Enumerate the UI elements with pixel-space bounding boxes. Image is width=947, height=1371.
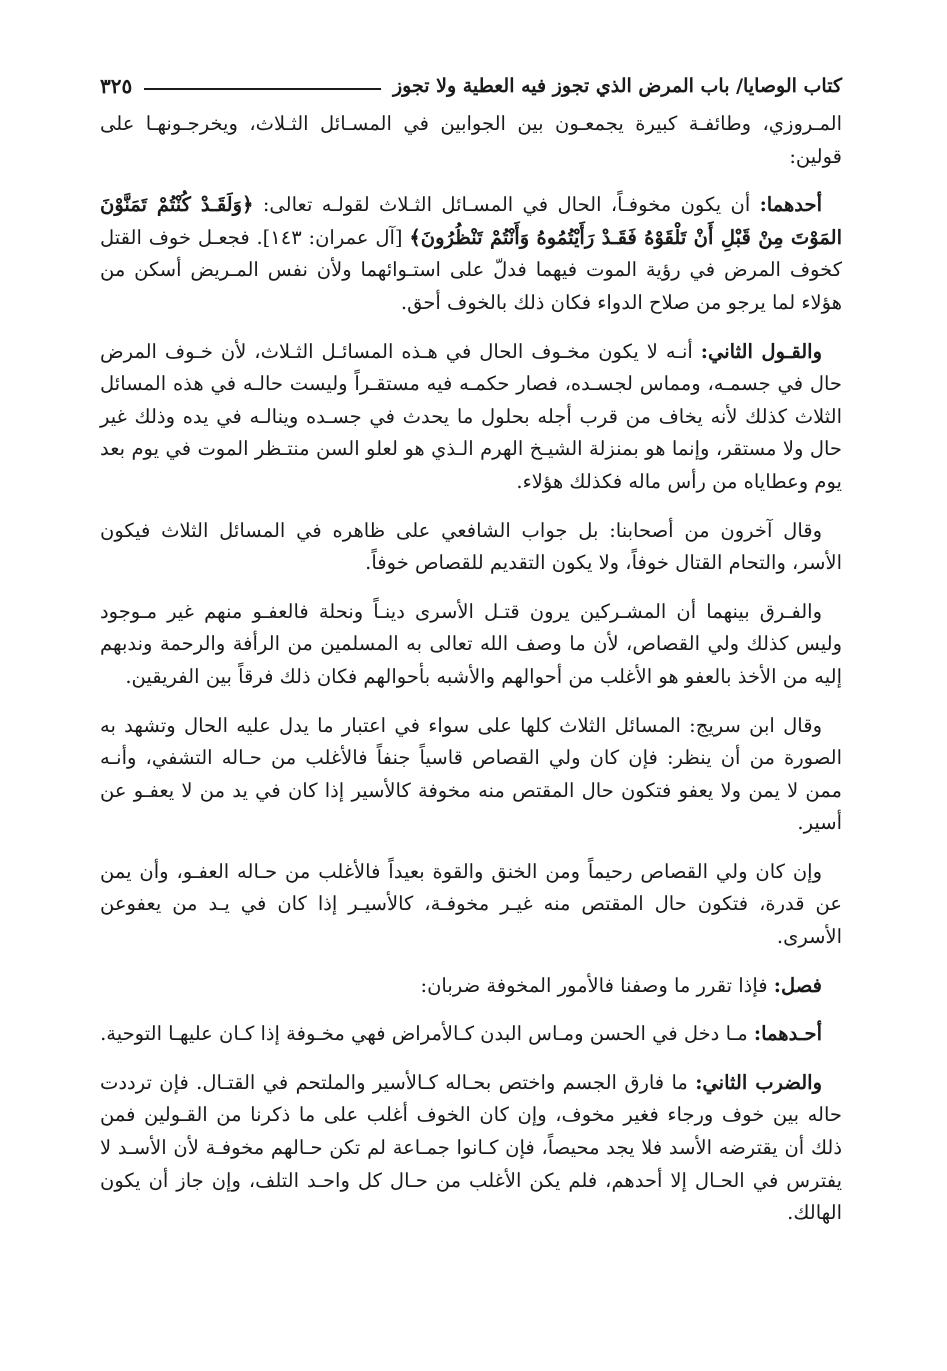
paragraph-text: [آل عمران: ١٤٣]. فجعـل خوف القتل كخوف المرض في رؤية الموت فيهما فدلّ على استـوائهما ولأن نفس المـريض أسكن من هؤلاء لما يرجو من صلاح الدواء فكان ذلك بالخوف أحق. [100, 225, 842, 314]
paragraph-gap [100, 320, 842, 336]
paragraph-text: فإذا تقرر ما وصفنا فالأمور المخوفة ضربان: [420, 973, 774, 997]
paragraph-text: ما فارق الجسم واختص بحـاله كـالأسير والملتحم في القتـال. فإن ترددت حاله بين خوف ورجاء فغير مخوف، وإن كان الخوف أغلب على ما ذكرنا من القـولين فمن ذلك أن يقترضه الأسد فلا يجد محيصاً، فإن كـانوا جمـاعة لم تكن حـالهم مخوفـة لأن الأسـد لا يفترس في الحـال إلا أحدهم، فلم يكن الأغلب من حـال كل واحـد التلف، وإن جاز أن يكون الهالك. [100, 1070, 842, 1225]
paragraph-lead: والضرب الثاني: [695, 1070, 823, 1094]
quran-verse: ﴿وَلَقَـدْ كُنْتُمْ تَمَنَّوْنَ المَوْتَ مِنْ قَبْلِ أَنْ تَلْقَوْهُ فَقَـدْ رَأَيْتُمُوهُ وَأَنْتُمْ تَنْظُرُونَ﴾ [100, 193, 842, 249]
paragraph-8 [100, 970, 842, 1003]
paragraph-gap [100, 1051, 842, 1067]
paragraph-lead: أحـدهما: [753, 1022, 822, 1046]
paragraph-gap [100, 954, 842, 970]
paragraph-text: والفـرق بينهما أن المشـركين يرون قتـل الأسرى دينـاً ونحلة فالعفـو منهم غير مـوجود وليس كذلك ولي القصاص، لأن ما وصف الله تعالى به المسلمين من الرأفة والرحمة وندبهم إليه من الأخذ بالعفو هو الأغلب من أحوالهم والأشبه بأحوالهم فكان ذلك فرقاً بين الفريقين. [100, 599, 842, 688]
paragraph-3 [100, 336, 842, 499]
paragraph-text: وقال آخرون من أصحابنا: بل جواب الشافعي على ظاهره في المسائل الثلاث فيكون الأسر، والتحام القتال خوفاً، ولا يكون التقديم للقصاص خوفاً. [100, 518, 842, 575]
paragraph-gap [100, 580, 842, 596]
paragraph-6 [100, 710, 842, 840]
paragraph-lead: فصل: [773, 973, 822, 997]
page-body [100, 108, 842, 1230]
paragraph-lead: والقـول الثاني: [700, 339, 822, 363]
paragraph-gap [100, 499, 842, 515]
paragraph-2 [100, 189, 842, 319]
paragraph-4 [100, 515, 842, 580]
page-number: ٣٢٥ [100, 74, 133, 98]
paragraph-gap [100, 1002, 842, 1018]
paragraph-9 [100, 1018, 842, 1051]
paragraph-10 [100, 1067, 842, 1230]
paragraph-gap [100, 173, 842, 189]
paragraph-text: أن يكون مخوفـاً، الحال في المسـائل الثـلاث لقولـه تعالى: [253, 193, 760, 217]
paragraph-1 [100, 108, 842, 173]
paragraph-gap [100, 840, 842, 856]
paragraph-gap [100, 694, 842, 710]
paragraph-text: وإن كان ولي القصاص رحيماً ومن الخنق والقوة بعيداً فالأغلب من حـاله العفـو، وأن يمن عن قدرة، فتكون حال المقتص منه غيـر مخوفـة، كالأسيـر إذا كان في يـد من يعفوعن الأسرى. [100, 859, 842, 949]
running-header [100, 64, 842, 108]
paragraph-5 [100, 596, 842, 694]
paragraph-7 [100, 856, 842, 954]
paragraph-text: المـروزي، وطائفـة كبيرة يجمعـون بين الجوابين في المسـائل الثـلاث، ويخرجـونهـا على قولين: [100, 112, 842, 168]
paragraph-lead: أحدهما: [759, 193, 822, 217]
header-rule [144, 88, 381, 90]
chapter-title: كتاب الوصايا/ باب المرض الذي تجوز فيه العطية ولا تجوز [392, 75, 842, 97]
paragraph-text: وقال ابن سريج: المسائل الثلاث كلها على سواء في اعتبار ما يدل عليه الحال وتشهد به الصورة من أن ينظر: فإن كان ولي القصاص قاسياً جنفاً فالأغلب من حـاله التشفي، وأنـه ممن لا يمن ولا يعفو فتكون حال المقتص منه مخوفة كالأسير إذا كان في يد من لا يعفـو عن أسير. [100, 713, 842, 835]
paragraph-text: مـا دخل في الحسن ومـاس البدن كـالأمراض فهي مخـوفة إذا كـان عليهـا التوحية. [100, 1022, 754, 1046]
paragraph-text: أنـه لا يكون مخـوف الحال في هـذه المسائـل الثـلاث، لأن خـوف المرض حال في جسمـه، ومماس لجسـده، فصار حكمـه فيه مستقـراً وليست حالـه في هذه المسائل الثلاث كذلك لأنه يخاف من قرب أجله بحلول ما يحدث في جسـده وينالـه في يده وذلك غير حال ولا مستقر، وإنما هو بمنزلة الشيـخ الهرم الـذي هو لعلو السن منتـظر الموت في يوم بعد يوم وعطاياه من رأس ماله فكذلك هؤلاء. [100, 339, 842, 493]
